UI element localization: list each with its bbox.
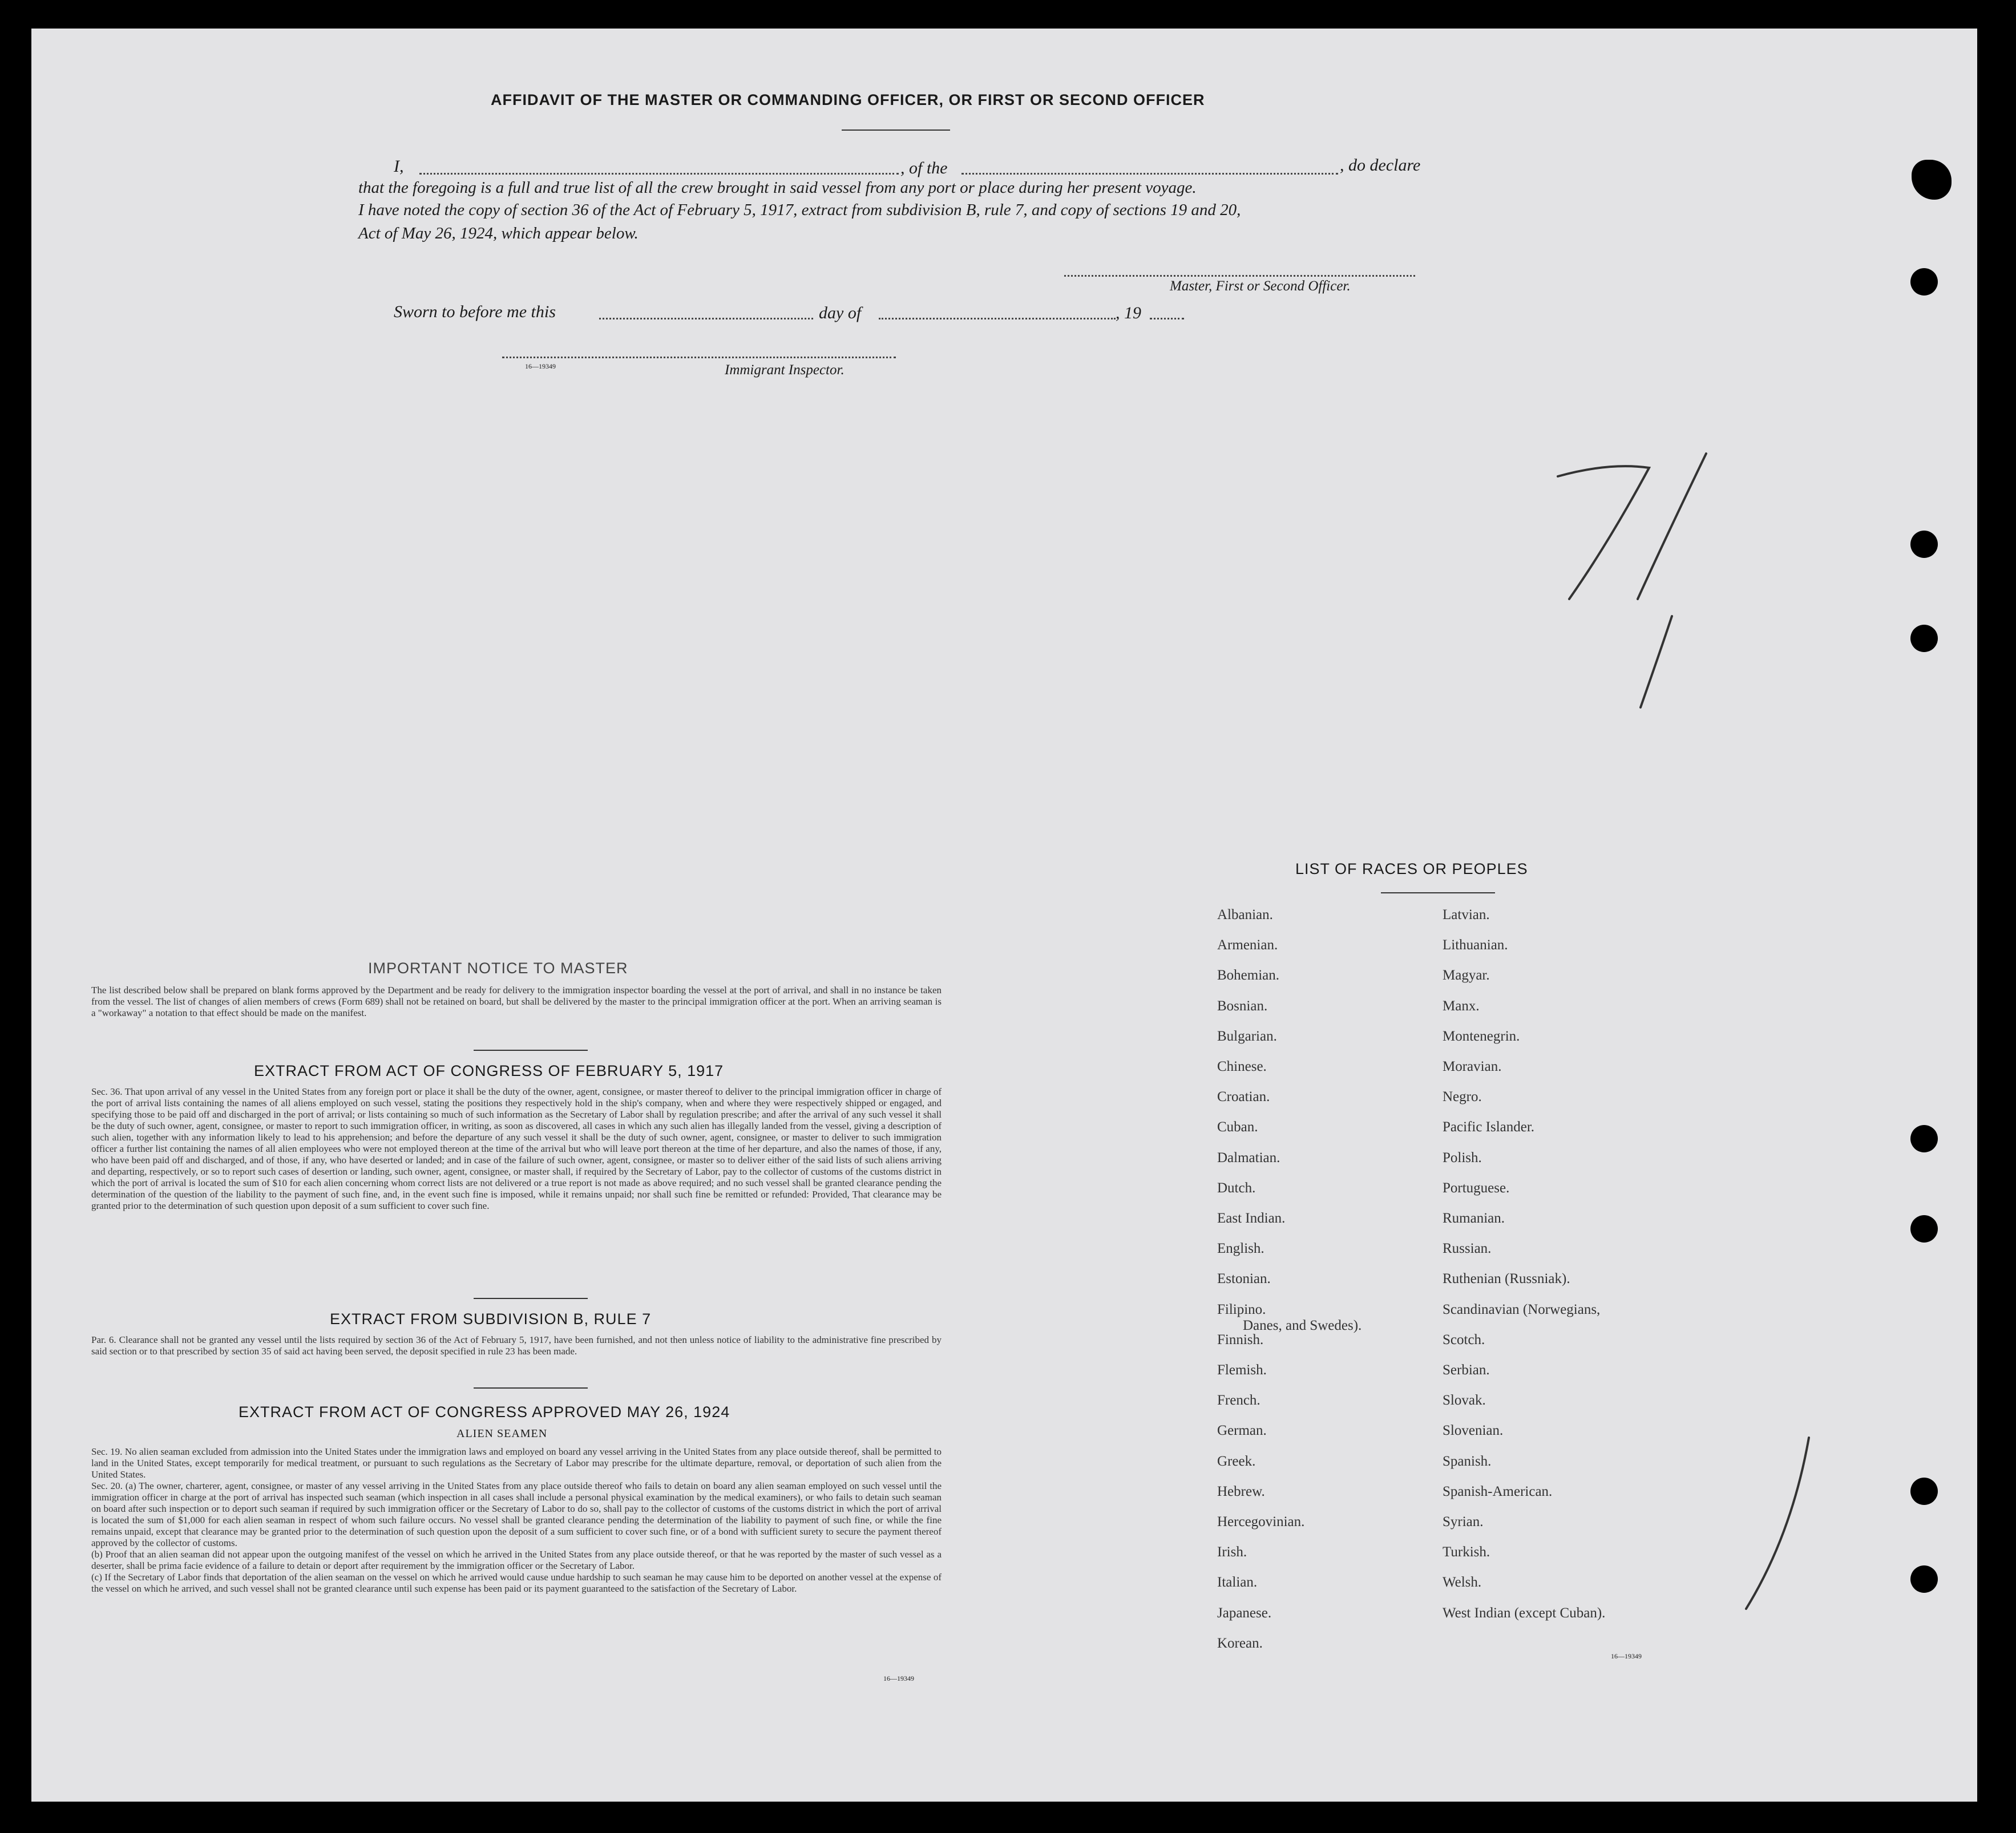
month-blank[interactable] (879, 318, 1116, 319)
year-label: , 19 (1116, 304, 1141, 322)
inspector-blank[interactable] (502, 357, 896, 358)
sec-19-text: Sec. 19. No alien seaman excluded from admission into the United States under the immigration laws and employed on board any vessel arriving in the United States from any place outside thereof, shall be permitted to land in the United States, except temporarily for medical treatment, or pursuant to such regulations as the Secretary of Labor may prescribe for the ultimate departure, removal, or deportation of such alien from the United States. (91, 1446, 942, 1480)
divider (474, 1050, 588, 1051)
races-title: LIST OF RACES OR PEOPLES (1295, 860, 1528, 877)
race-item: Spanish. (1443, 1453, 1492, 1469)
punch-hole (1910, 1125, 1938, 1152)
race-item: Bosnian. (1217, 998, 1268, 1014)
extract-1917-body: Sec. 36. That upon arrival of any vessel in the United States from any foreign port or place it shall be the duty of the owner, agent, consignee, or master thereof to deliver to the principal immigration officer in charge of the port of arrival lists containing the names of all aliens employed on such vessel, stating the positions they respectively hold in the ship's company, when and where they were respectively shipped or engaged, and specifying those to be paid off and discharged in the port of arrival; or lists containing so much of such information as the Secretary of Labor shall by regulation prescribe; and after the arrival of any such vessel it shall be the duty of such owner, agent, consignee, or master to report to such immigration officer, in writing, as soon as discovered, all cases in which any such alien has illegally landed from the vessel, giving a description of such alien, together with any information likely to lead to his apprehension; and before the departure of any such vessel it shall be the duty of such owner, agent, consignee, or master to deliver to such immigration officer a further list containing the names of all alien employees who were not employed thereon at the time of the arrival but who will leave port thereon at the time of her departure, and also the names of those, if any, who have been paid off and discharged, and of those, if any, who have deserted or landed; and in case of the failure of such owner, agent, consignee, or master so to deliver either of the said lists of such aliens arriving and departing, respectively, or so to report such cases of desertion or landing, such owner, agent, consignee, or master shall, if required by the Secretary of Labor, pay to the collector of customs of the customs district in which the port of arrival is located the sum of $10 for each alien concerning whom correct lists are not delivered or a true report is not made as above required; and no such vessel shall be granted clearance pending the determination of the question of the liability to the payment of such fine, and, in the event such fine is imposed, while it remains unpaid; nor shall such fine be remitted or refunded: Provided, That clearance may be granted prior to the determination of such question upon deposit of a sum sufficient to cover such fine. (91, 1086, 942, 1211)
affidavit-line3: I have noted the copy of section 36 of the Act of February 5, 1917, extract from subdivision B, rule 7, and copy of sections 19 and 20, (358, 201, 1241, 219)
race-item: Albanian. (1217, 907, 1273, 922)
race-item: German. (1217, 1423, 1267, 1439)
day-of-label: day of (819, 304, 862, 322)
race-item: French. (1217, 1393, 1260, 1409)
race-item: Estonian. (1217, 1271, 1271, 1287)
race-item: Rumanian. (1443, 1211, 1505, 1226)
race-item: Syrian. (1443, 1514, 1484, 1529)
race-item: Scotch. (1443, 1332, 1485, 1348)
sec-20b-text: (b) Proof that an alien seaman did not appear upon the outgoing manifest of the vessel on which he arrived in the United States from any place outside thereof, or that he was reported by the master of such vessel as a deserter, shall be prima facie evidence of a failure to detain or deport after requirement by the immigration officer or the Secretary of Labor. (91, 1549, 942, 1571)
subdivision-b-body: Par. 6. Clearance shall not be granted any vessel until the lists required by section 36 of the Act of February 5, 1917, have been furnished, and not then unless notice of liability to the administrative fine prescribed by said section or to that prescribed by section 35 of said act having been served, the deposit specified in rule 23 has been made. (91, 1334, 942, 1357)
race-item: Korean. (1217, 1635, 1263, 1651)
inspector-caption: Immigrant Inspector. (725, 362, 845, 378)
race-item: Bohemian. (1217, 968, 1280, 984)
vessel-blank[interactable] (961, 173, 1338, 175)
race-item: Moravian. (1443, 1059, 1502, 1074)
affidavit-line4: Act of May 26, 1924, which appear below. (358, 224, 639, 242)
subdivision-b-title: EXTRACT FROM SUBDIVISION B, RULE 7 (330, 1310, 652, 1328)
race-item: Armenian. (1217, 937, 1278, 953)
race-item: Cuban. (1217, 1119, 1258, 1135)
race-item: Manx. (1443, 998, 1480, 1014)
race-item: Greek. (1217, 1453, 1256, 1469)
punch-hole (1910, 531, 1938, 558)
sworn-label: Sworn to before me this (394, 302, 556, 321)
race-item: Dalmatian. (1217, 1150, 1280, 1166)
punch-hole (1910, 1565, 1938, 1593)
handwritten-mark (1541, 445, 1723, 730)
race-item: English. (1217, 1241, 1264, 1257)
punch-hole (1910, 1478, 1938, 1505)
extract-1917-title: EXTRACT FROM ACT OF CONGRESS OF FEBRUARY 5, 1917 (254, 1062, 724, 1079)
punch-hole (1910, 625, 1938, 652)
race-item: Danes, and Swedes). (1243, 1317, 1362, 1333)
year-blank[interactable] (1150, 318, 1184, 319)
punch-hole (1910, 1215, 1938, 1243)
race-item: Filipino. (1217, 1301, 1266, 1317)
sec-20a-text: Sec. 20. (a) The owner, charterer, agent, consignee, or master of any vessel arriving in the United States from any place outside thereof who fails to detain on board any alien seaman employed on such vessel until the immigration officer in charge at the port of arrival has inspected such seaman (which inspection in all cases shall include a personal physical examination by the medical examiners), or who fails to detain such seaman on board after such inspection or to deport such seaman if required by such immigration officer or the Secretary of Labor to do so, shall pay to the collector of customs of the customs district in which the port of arrival is located the sum of $1,000 for each alien seaman in respect of whom such failure occurs. No vessel shall be granted clearance pending the determination of the liability to payment of such fine, or while the fine remains unpaid, except that clearance may be granted prior to the determination of such question upon the deposit of a sum sufficient to cover such fine, or of a bond with sufficient surety to secure the payment thereof approved by the collector of customs. (91, 1480, 942, 1548)
punch-hole (1910, 268, 1938, 296)
race-item: Hebrew. (1217, 1483, 1265, 1499)
race-item: Negro. (1443, 1089, 1482, 1105)
race-item: Pacific Islander. (1443, 1119, 1535, 1135)
race-item: Welsh. (1443, 1575, 1482, 1591)
race-item: Serbian. (1443, 1362, 1490, 1378)
handwritten-stroke (1735, 1426, 1820, 1620)
race-item: Slovak. (1443, 1393, 1486, 1409)
race-item: Lithuanian. (1443, 937, 1508, 953)
notice-body: The list described below shall be prepared on blank forms approved by the Department and be ready for delivery to the immigration inspector boarding the vessel at the port of arrival, and shall in no instance be taken from the vessel. The list of changes of alien members of crews (Form 689) shall not be retained on board, but shall be delivered by the master to the principal immigration officer at the port. When an arriving seaman is a "workaway" a notation to that effect should be made on the manifest. (91, 985, 942, 1018)
name-blank[interactable] (419, 173, 899, 175)
affidavit-of-the: , of the (900, 159, 948, 177)
race-item: Spanish-American. (1443, 1483, 1553, 1499)
affidavit-do-declare: , do declare (1340, 156, 1421, 175)
race-item: Portuguese. (1443, 1180, 1510, 1196)
race-item: Scandinavian (Norwegians, (1443, 1301, 1601, 1317)
extract-1924-body (91, 1446, 942, 1595)
race-item: Bulgarian. (1217, 1028, 1277, 1044)
divider (842, 130, 950, 131)
affidavit-title: AFFIDAVIT OF THE MASTER OR COMMANDING OFFICER, OR FIRST OR SECOND OFFICER (491, 91, 1205, 108)
form-number: 16—19349 (883, 1674, 914, 1682)
race-item: Irish. (1217, 1544, 1247, 1560)
race-item: Slovenian. (1443, 1423, 1504, 1439)
race-item: Russian. (1443, 1241, 1492, 1257)
divider (474, 1387, 588, 1389)
affidavit-line2: that the foregoing is a full and true list of all the crew brought in said vessel from any port or place during her present voyage. (358, 179, 1197, 197)
race-item: Dutch. (1217, 1180, 1256, 1196)
sec-20c-text: (c) If the Secretary of Labor finds that deportation of the alien seaman on the vessel on which he arrived would cause undue hardship to such seaman he may cause him to be deported on another vessel at the expense of the vessel on which he arrived, and such vessel shall not be granted clearance until such expense has been paid or its payment guaranteed to the satisfaction of the Secretary of Labor. (91, 1572, 942, 1594)
extract-1924-title: EXTRACT FROM ACT OF CONGRESS APPROVED MAY 26, 1924 (239, 1403, 730, 1421)
race-item: Latvian. (1443, 907, 1490, 922)
race-item: Ruthenian (Russniak). (1443, 1271, 1570, 1287)
race-item: East Indian. (1217, 1211, 1286, 1226)
race-item: Turkish. (1443, 1544, 1490, 1560)
race-item: Finnish. (1217, 1332, 1264, 1348)
race-item: Hercegovinian. (1217, 1514, 1305, 1529)
affidavit-i-label: I, (394, 157, 404, 176)
race-item: West Indian (except Cuban). (1443, 1605, 1606, 1621)
divider (1381, 892, 1495, 893)
race-item: Italian. (1217, 1575, 1258, 1591)
race-item: Chinese. (1217, 1059, 1267, 1074)
race-item: Croatian. (1217, 1089, 1270, 1105)
race-item: Polish. (1443, 1150, 1482, 1166)
race-item: Magyar. (1443, 968, 1490, 984)
form-number: 16—19349 (1611, 1652, 1642, 1660)
signature-caption: Master, First or Second Officer. (1170, 278, 1351, 294)
day-blank[interactable] (599, 318, 813, 319)
alien-seamen-subtitle: ALIEN SEAMEN (456, 1427, 548, 1440)
race-item: Japanese. (1217, 1605, 1272, 1621)
notice-title: IMPORTANT NOTICE TO MASTER (368, 960, 628, 977)
divider (474, 1298, 588, 1299)
race-item: Flemish. (1217, 1362, 1267, 1378)
race-item: Montenegrin. (1443, 1028, 1520, 1044)
signature-blank[interactable] (1064, 275, 1415, 277)
form-number: 16—19349 (525, 362, 556, 370)
